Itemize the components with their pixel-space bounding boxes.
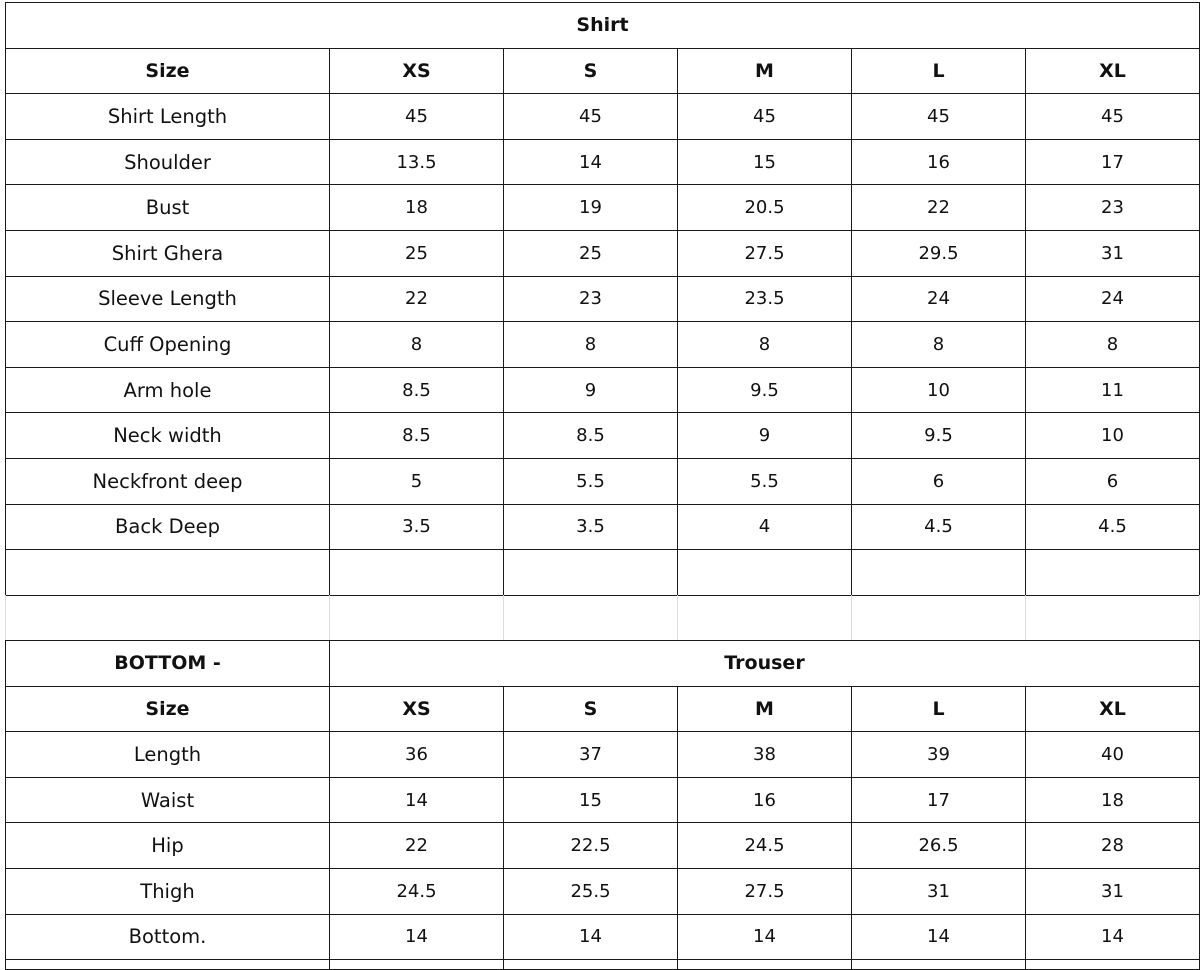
measurement-value: 8.5 [330,413,504,459]
measurement-value: 16 [852,139,1026,185]
measurement-value: 26.5 [852,823,1026,869]
header-cell-m: M [678,686,852,732]
measurement-value: 45 [1026,94,1200,140]
measurement-label: Length [6,732,330,778]
measurement-value: 4.5 [852,504,1026,550]
measurement-value: 28 [1026,823,1200,869]
measurement-value: 15 [678,139,852,185]
measurement-value: 45 [678,94,852,140]
table-row [6,94,1200,140]
measurement-value: 16 [678,777,852,823]
measurement-value: 14 [330,777,504,823]
measurement-value: 29.5 [852,230,1026,276]
empty-cell [1026,960,1200,970]
measurement-value: 36 [330,732,504,778]
measurement-value: 9 [678,413,852,459]
measurement-value: 14 [504,914,678,960]
header-cell-xs: XS [330,48,504,94]
measurement-value: 27.5 [678,230,852,276]
table-row [6,322,1200,368]
measurement-value: 4.5 [1026,504,1200,550]
empty-cell [852,960,1026,970]
header-cell-xs: XS [330,686,504,732]
shirt-title: Shirt [6,3,1200,49]
measurement-value: 8 [678,322,852,368]
shirt-header-row [6,48,1200,94]
measurement-value: 31 [1026,868,1200,914]
measurement-value: 27.5 [678,868,852,914]
measurement-value: 31 [1026,230,1200,276]
table-row [6,139,1200,185]
spacer-cell [330,595,504,640]
measurement-label: Shirt Length [6,94,330,140]
header-cell-l: L [852,48,1026,94]
measurement-value: 8.5 [330,367,504,413]
empty-cell [852,550,1026,596]
empty-cell [678,960,852,970]
measurement-value: 9 [504,367,678,413]
measurement-value: 24 [1026,276,1200,322]
measurement-value: 5 [330,458,504,504]
header-cell-m: M [678,48,852,94]
measurement-value: 14 [330,914,504,960]
measurement-value: 10 [1026,413,1200,459]
measurement-value: 9.5 [852,413,1026,459]
measurement-value: 45 [504,94,678,140]
trouser-title: Trouser [330,641,1200,687]
measurement-value: 4 [678,504,852,550]
measurement-value: 25.5 [504,868,678,914]
measurement-value: 23 [1026,185,1200,231]
measurement-value: 23 [504,276,678,322]
shirt-title-row [6,3,1200,49]
measurement-value: 17 [852,777,1026,823]
empty-cell [1026,550,1200,596]
measurement-value: 22 [330,276,504,322]
shirt-size-table [5,2,1200,596]
measurement-label: Hip [6,823,330,869]
measurement-label: Shirt Ghera [6,230,330,276]
measurement-value: 22 [330,823,504,869]
table-row [6,868,1200,914]
measurement-label: Neckfront deep [6,458,330,504]
measurement-value: 18 [1026,777,1200,823]
table-row [6,504,1200,550]
trouser-title-row [6,641,1200,687]
table-row [6,914,1200,960]
measurement-label: Arm hole [6,367,330,413]
measurement-value: 25 [330,230,504,276]
empty-cell [6,550,330,596]
table-row [6,823,1200,869]
spacer-cell [504,595,678,640]
measurement-value: 24.5 [678,823,852,869]
measurement-value: 23.5 [678,276,852,322]
measurement-value: 8.5 [504,413,678,459]
measurement-value: 14 [1026,914,1200,960]
measurement-value: 10 [852,367,1026,413]
measurement-value: 20.5 [678,185,852,231]
measurement-label: Bottom. [6,914,330,960]
spacer-grid [5,595,1200,640]
empty-cell [330,960,504,970]
measurement-value: 24 [852,276,1026,322]
table-row [6,276,1200,322]
measurement-value: 15 [504,777,678,823]
measurement-value: 6 [1026,458,1200,504]
table-row [6,230,1200,276]
measurement-value: 8 [852,322,1026,368]
measurement-value: 13.5 [330,139,504,185]
measurement-value: 14 [852,914,1026,960]
measurement-label: Back Deep [6,504,330,550]
empty-row [6,550,1200,596]
spacer-cell [852,595,1026,640]
header-cell-size: Size [6,48,330,94]
header-cell-xl: XL [1026,686,1200,732]
header-cell-size: Size [6,686,330,732]
spacer-cell [6,595,330,640]
measurement-value: 18 [330,185,504,231]
measurement-label: Waist [6,777,330,823]
table-row [6,777,1200,823]
measurement-label: Bust [6,185,330,231]
measurement-value: 14 [504,139,678,185]
spacer-cell [678,595,852,640]
measurement-value: 45 [852,94,1026,140]
measurement-value: 25 [504,230,678,276]
measurement-value: 38 [678,732,852,778]
measurement-value: 9.5 [678,367,852,413]
measurement-value: 3.5 [504,504,678,550]
measurement-value: 31 [852,868,1026,914]
measurement-value: 24.5 [330,868,504,914]
header-cell-l: L [852,686,1026,732]
measurement-label: Thigh [6,868,330,914]
empty-cell [504,960,678,970]
table-row [6,458,1200,504]
measurement-value: 19 [504,185,678,231]
bottom-section-label: BOTTOM - [6,641,330,687]
empty-cell [504,550,678,596]
measurement-value: 45 [330,94,504,140]
header-cell-s: S [504,686,678,732]
measurement-value: 3.5 [330,504,504,550]
empty-cell [678,550,852,596]
measurement-value: 14 [678,914,852,960]
header-cell-s: S [504,48,678,94]
empty-row [6,960,1200,970]
measurement-value: 8 [1026,322,1200,368]
trouser-size-table [5,640,1200,970]
trouser-header-row [6,686,1200,732]
empty-cell [6,960,330,970]
measurement-value: 37 [504,732,678,778]
spacer-row [6,595,1200,640]
measurement-value: 8 [504,322,678,368]
measurement-value: 22 [852,185,1026,231]
measurement-label: Cuff Opening [6,322,330,368]
measurement-value: 22.5 [504,823,678,869]
measurement-value: 5.5 [504,458,678,504]
table-row [6,413,1200,459]
measurement-value: 5.5 [678,458,852,504]
measurement-label: Neck width [6,413,330,459]
measurement-label: Shoulder [6,139,330,185]
measurement-value: 17 [1026,139,1200,185]
measurement-value: 8 [330,322,504,368]
measurement-value: 40 [1026,732,1200,778]
measurement-value: 6 [852,458,1026,504]
table-row [6,367,1200,413]
measurement-label: Sleeve Length [6,276,330,322]
table-row [6,732,1200,778]
empty-cell [330,550,504,596]
measurement-value: 11 [1026,367,1200,413]
table-row [6,185,1200,231]
header-cell-xl: XL [1026,48,1200,94]
spacer-cell [1026,595,1200,640]
measurement-value: 39 [852,732,1026,778]
